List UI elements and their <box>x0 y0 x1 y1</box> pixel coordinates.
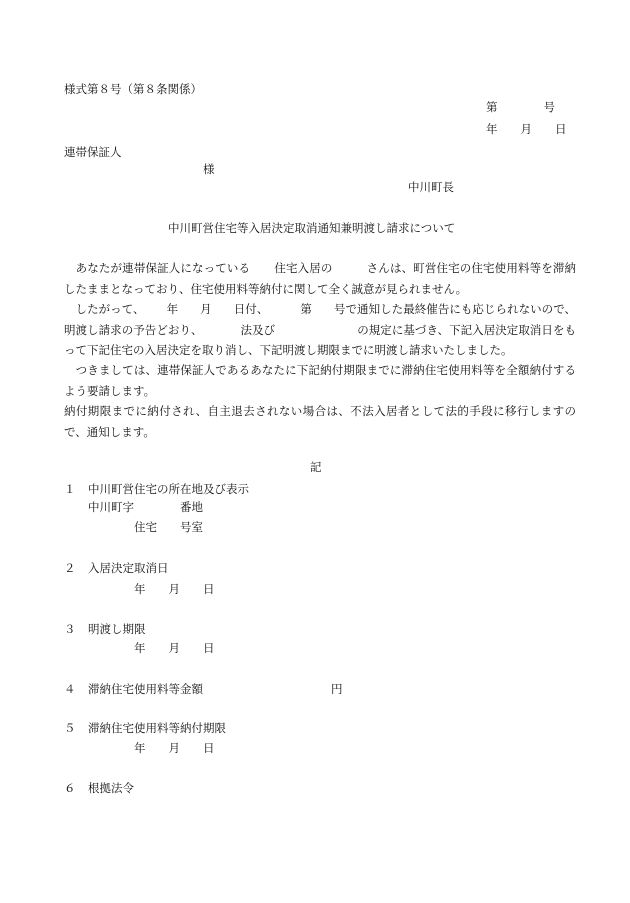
item-label: 入居決定取消日 <box>88 561 169 575</box>
item-number: ２ <box>64 561 76 575</box>
body-text: あなたが連帯保証人になっている <box>64 261 251 275</box>
form-number: 様式第８号（第８条関係） <box>64 82 202 96</box>
issue-date: 年 月 日 <box>486 122 567 136</box>
item-label: 滞納住宅使用料等金額 <box>88 682 203 696</box>
body-text: 年 <box>166 302 179 316</box>
item-date-line: 年 月 日 <box>134 582 215 596</box>
item-label: 滞納住宅使用料等納付期限 <box>88 721 226 735</box>
body-text: の規定に基づき、下記入居決定取消日をもって下記住宅の入居決定を取り消し、下記明渡し期限までに明渡し請求いたしました。 <box>64 322 576 357</box>
body-text: さんは、町営住宅の住宅使用料等を滞納したままとなっており、住宅使用料等納付に関して全く誠意が見られません。 <box>64 261 577 296</box>
item-label: 明渡し期限 <box>88 622 146 636</box>
body-text: したがって、 <box>64 302 145 316</box>
body-text: 号で通知した最終催告にも応じられないので、明渡し請求の予告どおり、 <box>64 302 576 337</box>
item-amount-unit: 円 <box>331 682 343 696</box>
body-paragraph-1 <box>64 258 576 299</box>
item-address-line: 中川町字 番地 <box>88 500 203 514</box>
addressee-role: 連帯保証人 <box>64 145 122 159</box>
item-date-line: 年 月 日 <box>134 641 215 655</box>
body-paragraph-3: つきましては、連帯保証人であるあなたに下記納付期限までに滞納住宅使用料等を全額納付するよう要請します。 <box>64 363 576 398</box>
addressee-honorific: 様 <box>203 162 215 176</box>
item-number: ３ <box>64 622 76 636</box>
body-text: 第 <box>300 302 312 316</box>
body-text: 住宅入居の <box>274 261 333 275</box>
item-number: １ <box>64 482 76 496</box>
document-number: 第 号 <box>486 100 555 114</box>
ki-heading: 記 <box>310 460 322 474</box>
body-paragraph-4: 納付期限までに納付され、自主退去されない場合は、不法入居者として法的手段に移行しますので、通知します。 <box>64 404 576 439</box>
body-paragraph-2 <box>64 299 576 361</box>
body-text: 法及び <box>240 322 276 337</box>
item-date-line: 年 月 日 <box>134 741 215 755</box>
body-text: 日付、 <box>233 302 269 316</box>
body-text: 月 <box>200 302 212 316</box>
item-label: 根拠法令 <box>88 781 134 795</box>
item-number: ４ <box>64 682 76 696</box>
sender-name: 中川町長 <box>408 180 454 194</box>
item-label: 中川町営住宅の所在地及び表示 <box>88 482 249 496</box>
item-number: ６ <box>64 781 76 795</box>
document-title: 中川町営住宅等入居決定取消通知兼明渡し請求について <box>168 221 456 235</box>
item-number: ５ <box>64 721 76 735</box>
item-room-line: 住宅 号室 <box>134 520 203 534</box>
